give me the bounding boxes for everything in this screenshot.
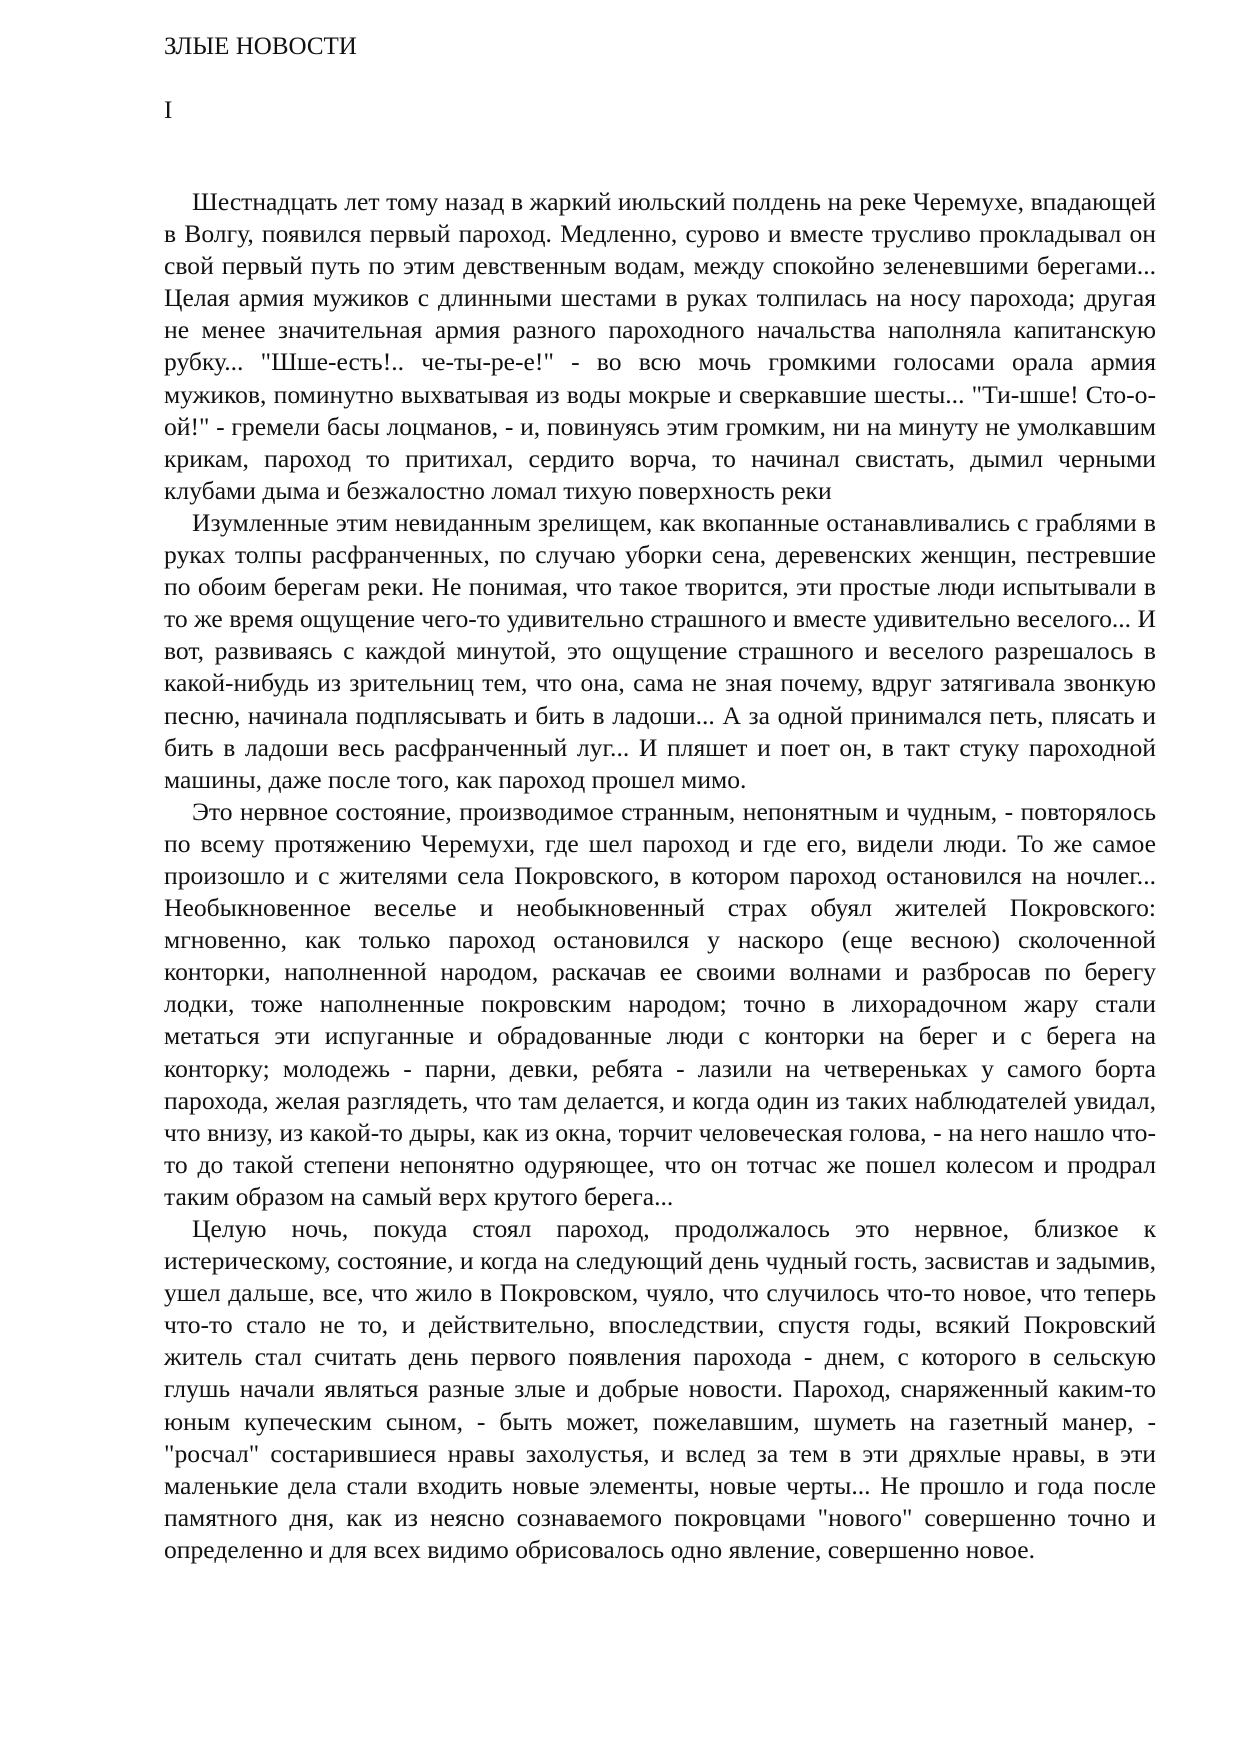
document-title: ЗЛЫЕ НОВОСТИ: [164, 33, 357, 60]
paragraph: Целую ночь, покуда стоял пароход, продолжалось это нервное, близкое к истерическому, состояние, и когда на следующий день чудный гость, засвистав и задымив, ушел дальше, все, что жило в Покровском, чуяло, что случилось что-то новое, что теперь что-то стало не то, и действительно, впоследствии, спустя годы, всякий Покровский житель стал считать день первого появления парохода - днем, с которого в сельскую глушь начали являться разные злые и добрые новости. Пароход, снаряженный каким-то юным купеческим сыном, - быть может, пожелавшим, шуметь на газетный манер, - "росчал" состарившиеся нравы захолустья, и вслед за тем в эти дряхлые нравы, в эти маленькие дела стали входить новые элементы, новые черты... Не прошло и года после памятного дня, как из неясно сознаваемого покровцами "нового" совершенно точно и определенно и для всех видимо обрисовалось одно явление, совершенно новое.: [164, 1214, 1156, 1564]
paragraph: Это нервное состояние, производимое странным, непонятным и чудным, - повторялось по всему протяжению Черемухи, где шел пароход и где его, видели люди. То же самое произошло и с жителями села Покровского, в котором пароход остановился на ночлег... Необыкновенное веселье и необыкновенный страх обуял жителей Покровского: мгновенно, как только пароход остановился у наскоро (еще весною) сколоченной конторки, наполненной народом, раскачав ее своими волнами и разбросав по берегу лодки, тоже наполненные покровским народом; точно в лихорадочном жару стали метаться эти испуганные и обрадованные люди с конторки на берег и с берега на конторку; молодежь - парни, девки, ребята - лазили на четвереньках у самого борта парохода, желая разглядеть, что там делается, и когда один из таких наблюдателей увидал, что внизу, из какой-то дыры, как из окна, торчит человеческая голова, - на него нашло что-то до такой степени непонятно одуряющее, что он тотчас же пошел колесом и продрал таким образом на самый верх крутого берега...: [164, 796, 1156, 1211]
paragraph: Шестнадцать лет тому назад в жаркий июльский полдень на реке Черемухе, впадающей в Волгу, появился первый пароход. Медленно, сурово и вместе трусливо прокладывал он свой первый путь по этим девственным водам, между спокойно зеленевшими берегами... Целая армия мужиков с длинными шестами в руках толпилась на носу парохода; другая не менее значительная армия разного пароходного начальства наполняла капитанскую рубку... "Шше-есть!.. че-ты-ре-е!" - во всю мочь громкими голосами орала армия мужиков, поминутно выхватывая из воды мокрые и сверкавшие шесты... "Ти-шше! Сто-о-ой!" - гремели басы лоцманов, - и, повинуясь этим громким, ни на минуту не умолкавшим крикам, пароход то притихал, сердито ворча, то начинал свистать, дымил черными клубами дыма и безжалостно ломал тихую поверхность реки: [164, 187, 1156, 505]
paragraph: Изумленные этим невиданным зрелищем, как вкопанные останавливались с граблями в руках толпы расфранченных, по случаю уборки сена, деревенских женщин, пестревшие по обоим берегам реки. Не понимая, что такое творится, эти простые люди испытывали в то же время ощущение чего-то удивительно страшного и вместе удивительно веселого... И вот, развиваясь с каждой минутой, это ощущение страшного и веселого разрешалось в какой-нибудь из зрительниц тем, что она, сама не зная почему, вдруг затягивала звонкую песню, начинала подплясывать и бить в ладоши... А за одной принимался петь, плясать и бить в ладоши весь расфранченный луг... И пляшет и поет он, в такт стуку пароходной машины, даже после того, как пароход прошел мимо.: [164, 507, 1156, 794]
chapter-number: I: [164, 97, 173, 124]
body-text: [164, 186, 1156, 1566]
